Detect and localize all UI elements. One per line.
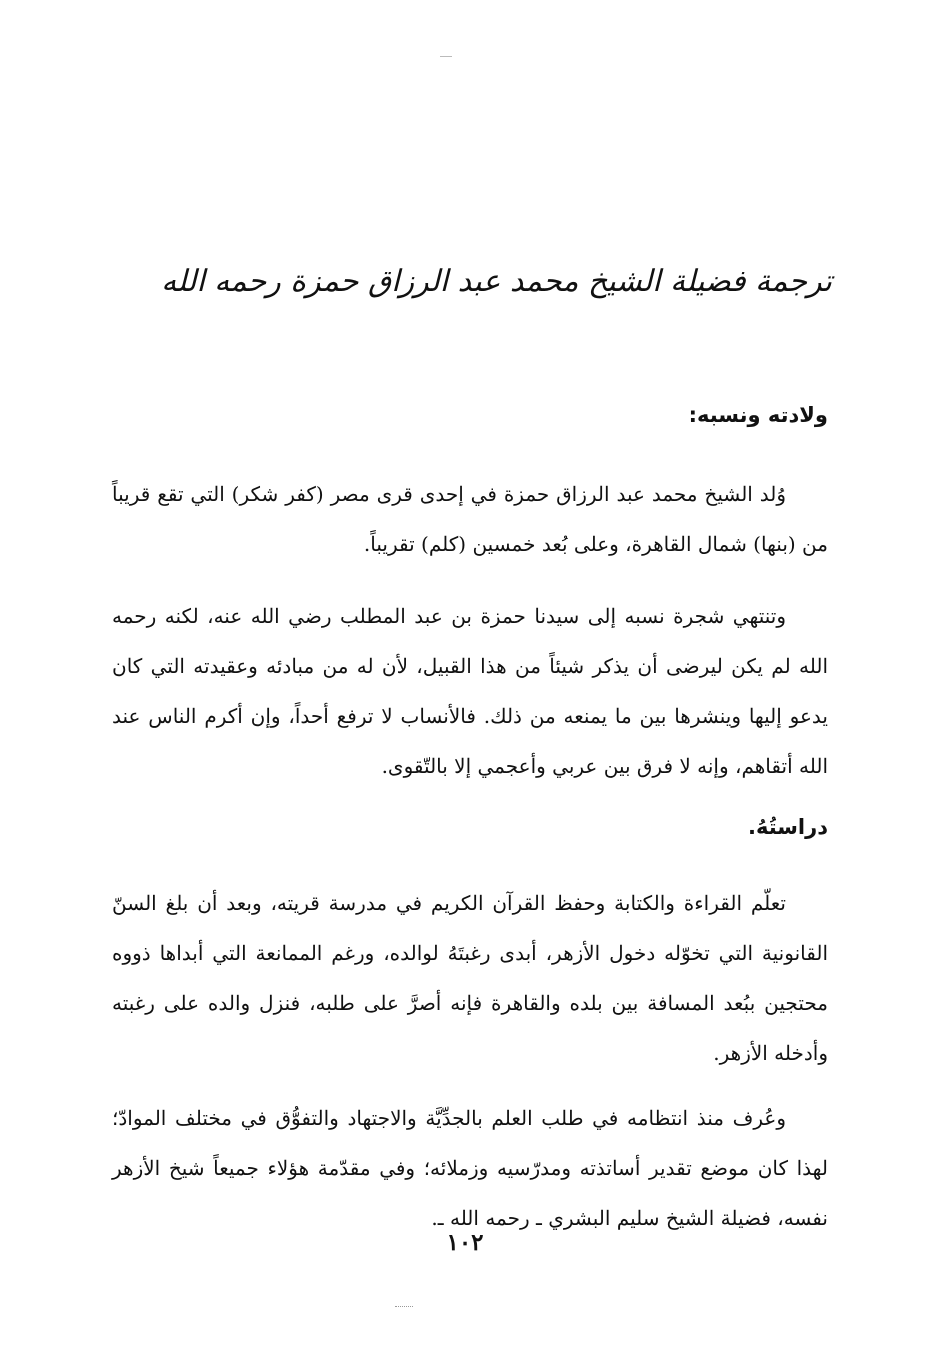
paragraph-azhar-distinction: وعُرف منذ انتظامه في طلب العلم بالجدِّيَّة والاجتهاد والتفوُّق في مختلف الموادّ؛ لهذا كان موضع تقدير أساتذته ومدرّسيه وزملائه؛ وفي مقدّمة هؤلاء جميعاً شيخ الأزهر نفسه، فضيلة الشيخ سليم البشري ـ رحمه الله ـ. <box>112 1106 828 1230</box>
page-title: ترجمة فضيلة الشيخ محمد عبد الرزاق حمزة رحمه الله <box>161 264 832 299</box>
section-heading-study: دراستُهُ. <box>747 815 828 839</box>
paragraph-early-education: تعلّم القراءة والكتابة وحفظ القرآن الكريم في مدرسة قريته، وبعد أن بلغ السنّ القانونية التي تخوّله دخول الأزهر، أبدى رغبتَهُ لوالده، ورغم الممانعة التي أبداها ذووه محتجين ببُعد المسافة بين بلده والقاهرة فإنه أصرَّ على طلبه، فنزل والده على رغبته وأدخله الأزهر. <box>112 891 828 1065</box>
top-divider-mark <box>440 56 452 57</box>
section-heading-birth-lineage: ولادته ونسبه: <box>688 403 828 427</box>
paragraph-lineage: وتنتهي شجرة نسبه إلى سيدنا حمزة بن عبد المطلب رضي الله عنه، لكنه رحمه الله لم يكن ليرضى أن يذكر شيئاً من هذا القبيل، لأن له من مبادئه وعقيدته التي كان يدعو إليها وينشرها بين ما يمنعه من ذلك. فالأنساب لا ترفع أحداً، وإن أكرم الناس عند الله أتقاهم، وإنه لا فرق بين عربي وأعجمي إلا بالتّقوى. <box>112 604 828 778</box>
paragraph-birth: وُلد الشيخ محمد عبد الرزاق حمزة في إحدى قرى مصر (كفر شكر) التي تقع قريباً من (بنها) شمال القاهرة، وعلى بُعد خمسين (كلم) تقريباً. <box>112 482 828 556</box>
bottom-divider-mark <box>395 1306 413 1307</box>
page-number: ١٠٢ <box>446 1229 484 1256</box>
